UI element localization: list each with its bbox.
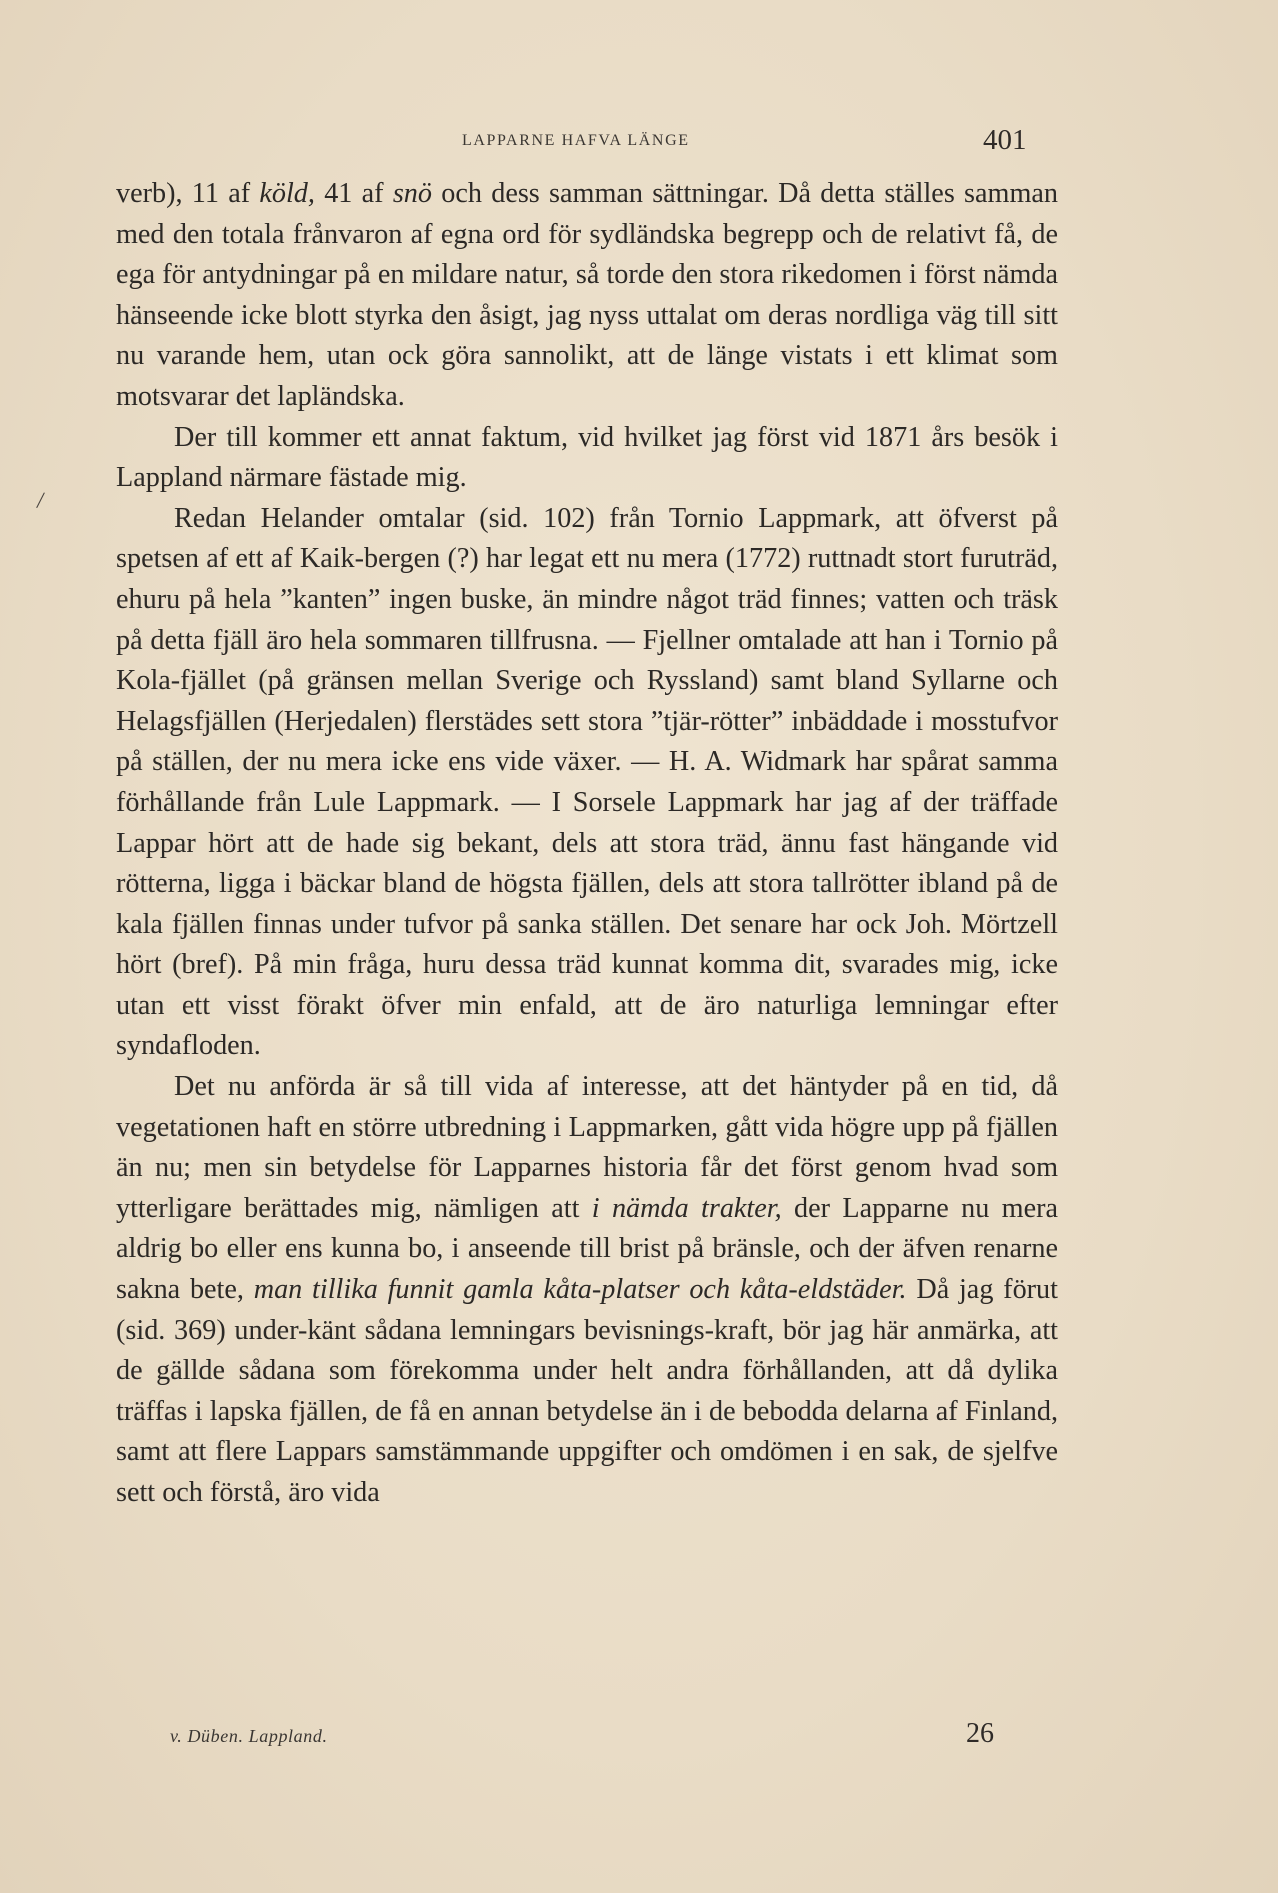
text-segment: och dess samman sättningar. Då detta ställes samman med den totala frånvaron af egna ord för sydländska begrepp och de relativt få, de ega för antydningar på en mildare natur, så torde den stora rikedomen i först nämda hänseende icke blott styrka den åsigt, jag nyss uttalat om deras nordliga väg till sitt nu varande hem, utan ock göra sannolikt, att de länge vistats i ett klimat som motsvarar det lapländska. xyxy=(116,178,1058,412)
italic-text-segment: snö xyxy=(392,178,432,209)
printer-signature: v. Düben. Lappland. xyxy=(170,1726,328,1746)
text-segment: Då jag förut (sid. 369) under-känt sådana lemningars bevisnings-kraft, bör jag här anmärka, att de gällde sådana som förekomma under helt andra förhållanden, att då dylika träffas i lapska fjällen, de få en annan betydelse än i de bebodda delarna af Finland, samt att flere Lappars samstämmande uppgifter och omdömen i en sak, de sjelfve sett och förstå, äro vida xyxy=(116,1274,1058,1508)
paragraph xyxy=(116,499,1058,1067)
text-segment: 41 af xyxy=(314,178,393,209)
paragraph xyxy=(116,1067,1058,1514)
italic-text-segment: köld, xyxy=(259,178,315,209)
margin-pencil-mark: / xyxy=(35,487,46,515)
text-segment: Redan Helander omtalar (sid. 102) från Tornio Lappmark, att öfverst på spetsen af ett af Kaik-bergen (?) har legat ett nu mera (1772) ruttnadt stort furuträd, ehuru på hela ”kanten” ingen buske, än mindre något träd finnes; vatten och träsk på detta fjäll äro hela sommaren tillfrusna. — Fjellner omtalade att han i Tornio på Kola-fjället (på gränsen mellan Sverige och Ryssland) samt bland Syllarne och Helagsfjällen (Herjedalen) flerstädes sett stora ”tjär-rötter” inbäddade i mosstufvor på ställen, der nu mera icke ens vide växer. — H. A. Widmark har spårat samma förhållande från Lule Lappmark. — I Sorsele Lappmark har jag af der träffade Lappar hört att de hade sig bekant, dels att stora träd, ännu fast hängande vid rötterna, ligga i bäckar bland de högsta fjällen, dels att stora tallrötter ibland på de kala fjällen finnas under tufvor på sanka ställen. Det senare har ock Joh. Mörtzell hört (bref). På min fråga, huru dessa träd kunnat komma dit, svarades mig, icke utan ett visst förakt öfver min enfald, att de äro naturliga lemningar efter syndafloden. xyxy=(116,502,1058,1062)
body-text xyxy=(116,174,1058,1514)
text-segment: Der till kommer ett annat faktum, vid hvilket jag först vid 1871 års besök i Lappland närmare fästade mig. xyxy=(116,421,1058,494)
text-segment: der Lapparne nu mera aldrig bo eller ens kunna bo, i anseende till brist på bränsle, och der äfven renarne sakna bete, xyxy=(116,1192,1058,1306)
italic-text-segment: i nämda trakter, xyxy=(591,1192,782,1224)
paragraph xyxy=(116,174,1058,418)
text-segment: Det nu anförda är så till vida af interesse, att det häntyder på en tid, då vegetationen haft en större utbredning i Lappmarken, gått vida högre upp på fjällen än nu; men sin betydelse för Lapparnes historia får det först genom hvad som ytterligare berättades mig, nämligen att xyxy=(116,1071,1058,1224)
paragraph xyxy=(116,418,1058,499)
running-head: LAPPARNE HAFVA LÄNGE xyxy=(462,132,690,149)
italic-text-segment: man tillika funnit gamla kåta-platser och kåta-eldstäder. xyxy=(253,1274,907,1306)
signature-number: 26 xyxy=(966,1718,994,1749)
page-number: 401 xyxy=(983,124,1027,156)
text-segment: verb), 11 af xyxy=(116,178,260,209)
